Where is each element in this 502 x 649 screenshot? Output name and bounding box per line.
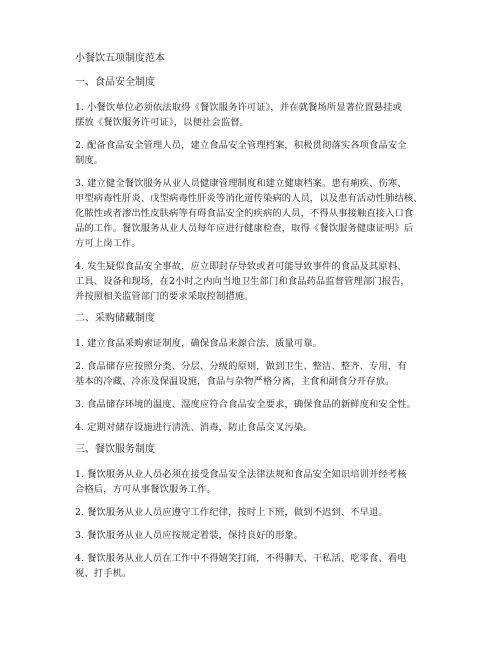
paragraph-line: 合格后，方可从事餐饮服务工作。 <box>75 484 216 495</box>
paragraph-line: 工具、设备和现场，在2小时之内向当地卫生部门和食品药品监督管理部门报告， <box>75 276 410 287</box>
paragraph <box>75 259 435 304</box>
paragraph-line: 1. 餐饮服务从业人员必须在接受食品安全法律法规和食品安全知识培训并经考核 <box>75 469 407 480</box>
paragraph-line: 方可上岗工作。 <box>75 238 141 249</box>
paragraph <box>75 176 435 251</box>
paragraph-line: 3. 建立健全餐饮服务从业人员健康管理制度和建立健康档案。患有痢疾、伤寒、 <box>75 178 407 189</box>
paragraph-line: 品的工作。餐饮服务从业人员每年应进行健康检查，取得《餐饮服务健康证明》后 <box>75 223 414 234</box>
section-heading: 一、食品安全制度 <box>75 77 155 88</box>
paragraph <box>75 505 435 520</box>
paragraph-line: 2. 配备食品安全管理人员，建立食品安全管理档案，积极贯彻落实各项食品安全 <box>75 140 407 151</box>
paragraph-line: 4. 发生疑似食品安全事故，应立即封存导致或者可能导致事件的食品及其原料、 <box>75 261 407 272</box>
section-heading: 三、餐饮服务制度 <box>75 444 155 455</box>
paragraph-line: 甲型病毒性肝炎、戊型病毒性肝炎等消化道传染病的人员，以及患有活动性肺结核、 <box>75 193 423 204</box>
paragraph-line: 并按照相关监管部门的要求采取控制措施。 <box>75 291 254 302</box>
document-title: 小餐饮五项制度范本 <box>75 53 165 64</box>
paragraph <box>75 551 435 581</box>
paragraph <box>75 100 435 130</box>
paragraph <box>75 336 435 351</box>
paragraph-line: 1. 建立食品采购索证制度，确保食品来源合法、质量可靠。 <box>75 338 323 349</box>
paragraph-line: 摆放《餐饮服务许可证》，以便社会监督。 <box>75 117 249 128</box>
section-heading: 二、采购储藏制度 <box>75 313 155 324</box>
paragraph-line: 4. 定期对储存设施进行清洗、消毒，防止食品交叉污染。 <box>75 422 313 433</box>
paragraph-line: 视、打手机。 <box>75 568 132 579</box>
paragraph <box>75 528 435 543</box>
paragraph <box>75 397 435 412</box>
paragraph-line: 制度。 <box>75 155 104 166</box>
paragraph-line: 基本的冷藏、冷冻及保温设施，食品与杂物严格分离，主食和副食分开存放。 <box>75 376 395 387</box>
paragraph-line: 化脓性或者渗出性皮肤病等有碍食品安全的疾病的人员，不得从事接触直接入口食 <box>75 208 414 219</box>
paragraph <box>75 359 435 389</box>
paragraph-line: 3. 食品储存环境的温度、湿度应符合食品安全要求，确保食品的新鲜度和安全性。 <box>75 399 417 410</box>
paragraph <box>75 467 435 497</box>
paragraph-line: 4. 餐饮服务从业人员在工作中不得嬉笑打闹，不得聊天、干私活、吃零食、看电 <box>75 553 407 564</box>
paragraph <box>75 420 435 435</box>
paragraph-line: 3. 餐饮服务从业人员应按规定着装，保持良好的形象。 <box>75 530 304 541</box>
paragraph-line: 1. 小餐饮单位必须依法取得《餐饮服务许可证》，并在就餐场所显著位置悬挂或 <box>75 102 402 113</box>
document-body <box>75 76 435 581</box>
paragraph <box>75 138 435 168</box>
paragraph-line: 2. 食品储存应按照分类、分层、分级的原则，做到卫生、整洁、整齐、专用，有 <box>75 361 407 372</box>
paragraph-line: 2. 餐饮服务从业人员应遵守工作纪律，按时上下班，做到不迟到、不早退。 <box>75 507 388 518</box>
document-page <box>75 52 435 589</box>
